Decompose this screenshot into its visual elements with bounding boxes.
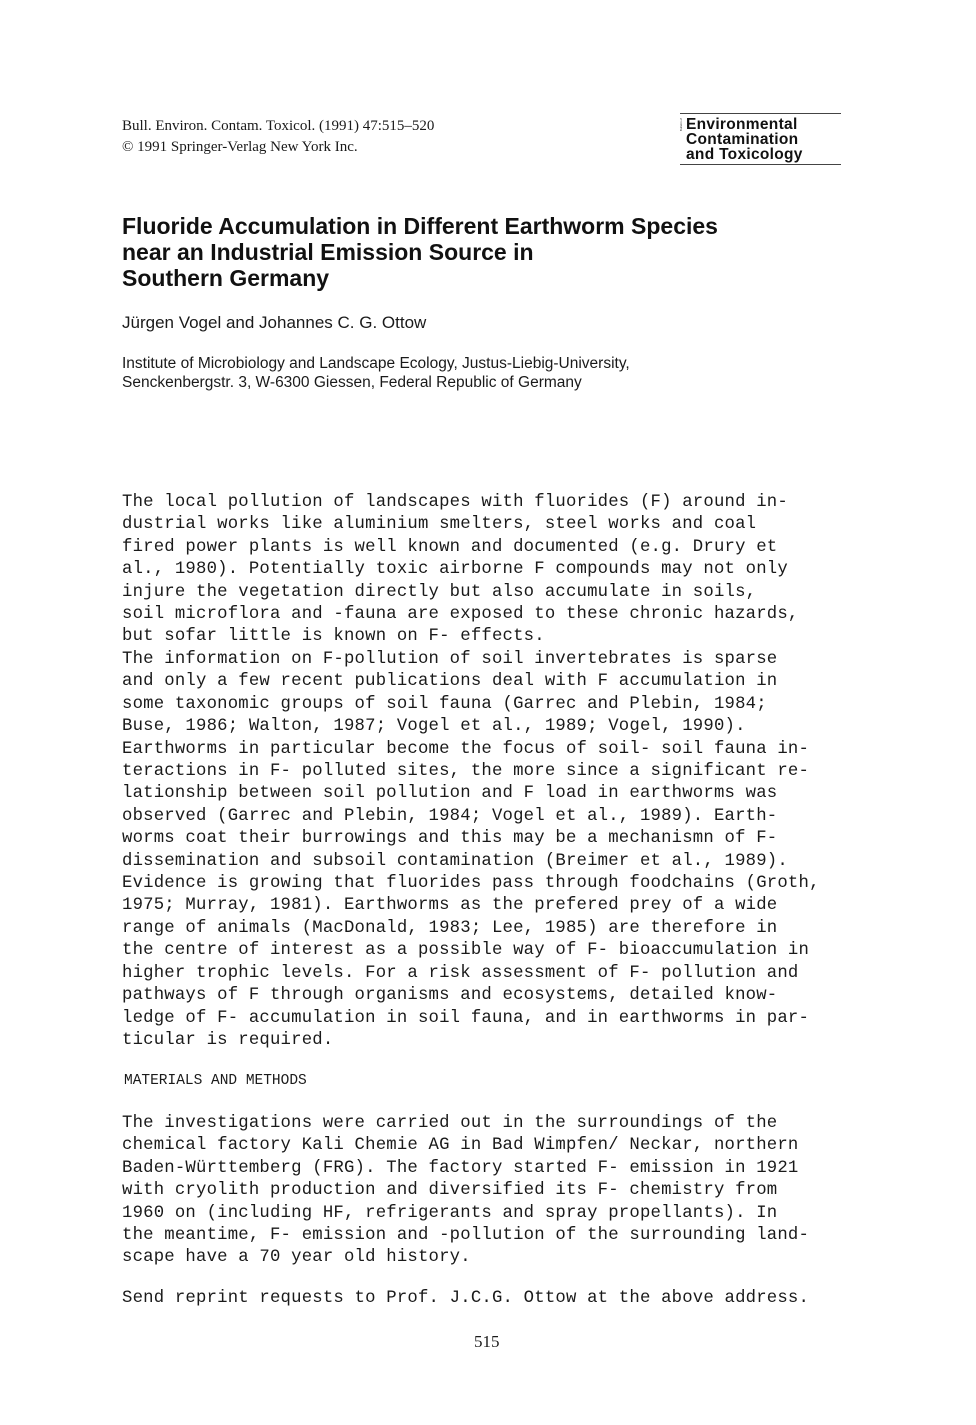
- text-line: chemical factory Kali Chemie AG in Bad Wimpfen/ Neckar, northern: [122, 1136, 799, 1156]
- header-citation-block: [122, 116, 434, 158]
- text-line: scape have a 70 year old history.: [122, 1248, 471, 1268]
- text-line: ledge of F- accumulation in soil fauna, and in earthworms in par-: [122, 1008, 810, 1028]
- text-line: soil microflora and -fauna are exposed to these chronic hazards,: [122, 605, 799, 625]
- logo-line-toxicology: and Toxicology: [686, 146, 803, 163]
- section-heading-materials-methods: MATERIALS AND METHODS: [124, 1073, 307, 1089]
- text-line: Baden-Württemberg (FRG). The factory started F- emission in 1921: [122, 1158, 799, 1178]
- reprint-note: Send reprint requests to Prof. J.C.G. Ottow at the above address.: [122, 1289, 810, 1308]
- article-title: [122, 213, 718, 291]
- title-line: near an Industrial Emission Source in: [122, 239, 534, 265]
- page-number: 515: [474, 1332, 500, 1351]
- text-line: the meantime, F- emission and -pollution of the surrounding land-: [122, 1226, 810, 1246]
- text-line: The local pollution of landscapes with fluorides (F) around in-: [122, 493, 788, 512]
- text-line: worms coat their burrowings and this may be a mechanismn of F-: [122, 829, 778, 849]
- text-line: teractions in F- polluted sites, the more since a significant re-: [122, 762, 810, 782]
- affiliation-line: Senckenbergstr. 3, W-6300 Giessen, Federal Republic of Germany: [122, 374, 582, 391]
- text-line: pathways of F through organisms and ecosystems, detailed know-: [122, 986, 778, 1006]
- text-line: The information on F-pollution of soil invertebrates is sparse: [122, 650, 778, 669]
- title-line: Fluoride Accumulation in Different Earthworm Species: [122, 213, 718, 239]
- text-line: and only a few recent publications deal with F accumulation in: [122, 672, 778, 692]
- copyright-line: © 1991 Springer-Verlag New York Inc.: [122, 139, 358, 155]
- text-line: 1975; Murray, 1981). Earthworms as the prefered prey of a wide: [122, 896, 778, 916]
- logo-line-contamination: Contamination: [686, 131, 799, 148]
- paragraph-background: [122, 649, 862, 1052]
- text-line: Earthworms in particular become the focus of soil- soil fauna in-: [122, 739, 810, 759]
- logo-bulletin-text: Bulletin of: [679, 118, 683, 132]
- text-line: observed (Garrec and Plebin, 1984; Vogel et al., 1989). Earth-: [122, 806, 778, 826]
- text-line: with cryolith production and diversified its F- chemistry from: [122, 1181, 778, 1201]
- text-line: some taxonomic groups of soil fauna (Garrec and Plebin, 1984;: [122, 694, 767, 714]
- text-line: dustrial works like aluminium smelters, steel works and coal: [122, 515, 757, 535]
- article-authors: Jürgen Vogel and Johannes C. G. Ottow: [122, 313, 427, 332]
- text-line: dissemination and subsoil contamination (Breimer et al., 1989).: [122, 851, 788, 871]
- text-line: 1960 on (including HF, refrigerants and spray propellants). In: [122, 1203, 778, 1223]
- title-line: Southern Germany: [122, 265, 330, 291]
- text-line: lationship between soil pollution and F load in earthworms was: [122, 784, 778, 804]
- text-line: higher trophic levels. For a risk assessment of F- pollution and: [122, 963, 799, 983]
- text-line: the centre of interest as a possible way of F- bioaccumulation in: [122, 941, 810, 961]
- text-line: ticular is required.: [122, 1030, 334, 1050]
- affiliation-line: Institute of Microbiology and Landscape Ecology, Justus-Liebig-University,: [122, 355, 630, 372]
- text-line: but sofar little is known on F- effects.: [122, 627, 545, 647]
- text-line: fired power plants is well known and documented (e.g. Drury et: [122, 537, 778, 557]
- text-line: The investigations were carried out in the surroundings of the: [122, 1114, 778, 1133]
- text-line: range of animals (MacDonald, 1983; Lee, 1985) are therefore in: [122, 918, 778, 938]
- citation-line: Bull. Environ. Contam. Toxicol. (1991) 47:515–520: [122, 118, 435, 134]
- text-line: Buse, 1986; Walton, 1987; Vogel et al., 1989; Vogel, 1990).: [122, 717, 746, 737]
- text-line: al., 1980). Potentially toxic airborne F compounds may not only: [122, 560, 788, 580]
- paragraph-introduction: [122, 492, 862, 649]
- paragraph-methods: [122, 1113, 862, 1270]
- journal-logo: [680, 113, 841, 165]
- text-line: Evidence is growing that fluorides pass through foodchains (Groth,: [122, 874, 820, 894]
- article-affiliation: [122, 354, 822, 392]
- logo-line-environmental: Environmental: [686, 116, 798, 133]
- text-line: injure the vegetation directly but also accumulate in soils,: [122, 582, 757, 602]
